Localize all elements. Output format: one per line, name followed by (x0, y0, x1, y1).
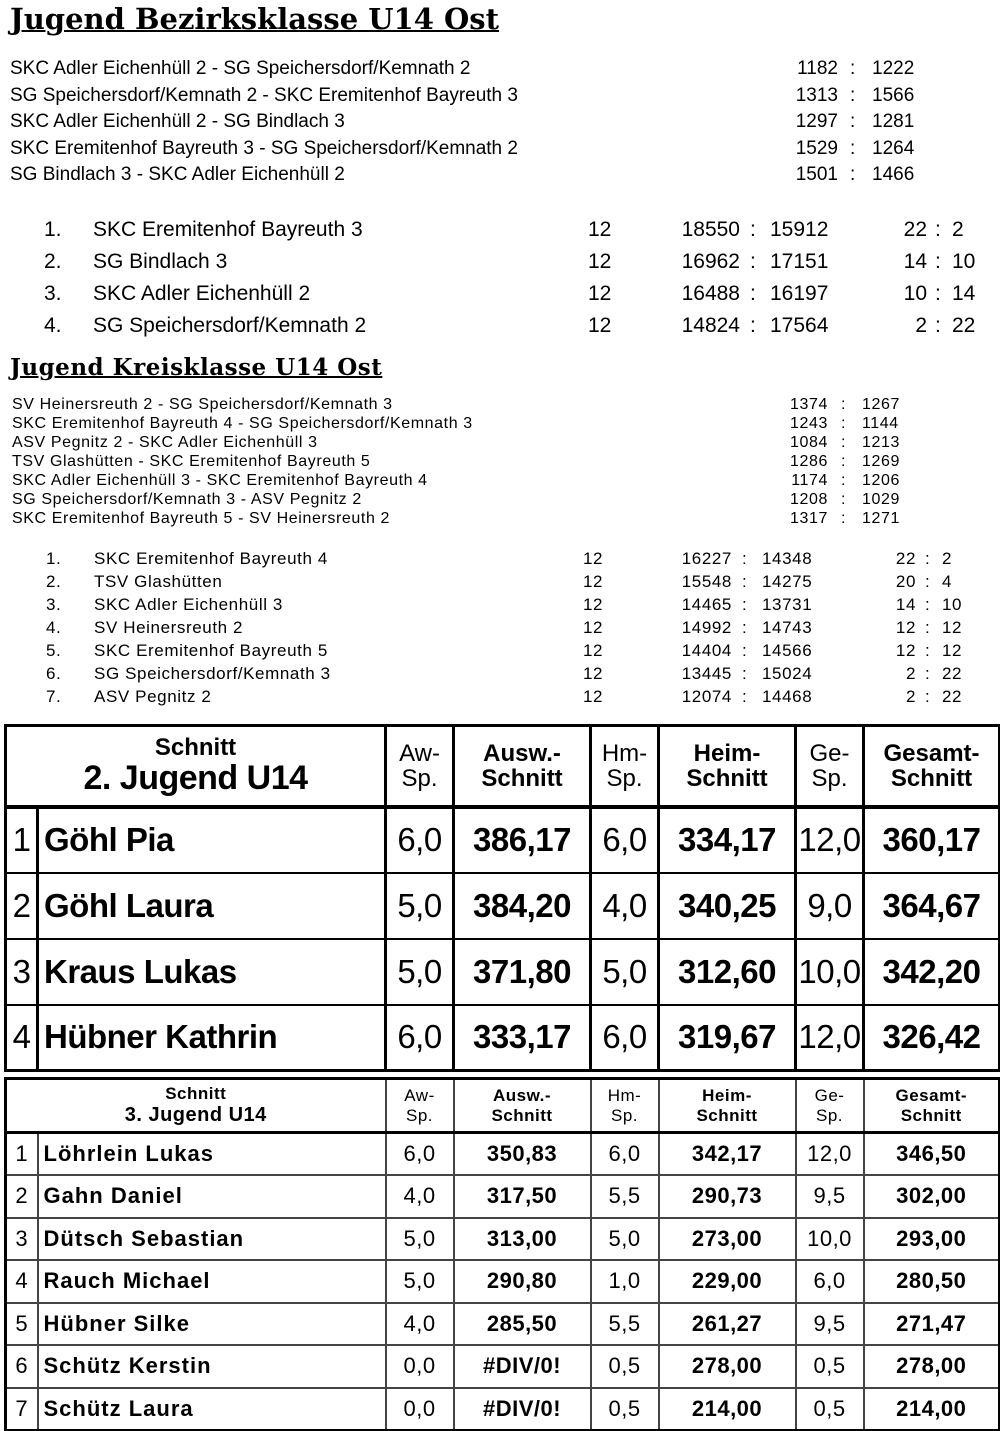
standings-rank: 3. (44, 282, 62, 305)
standings-games: 12 (583, 664, 604, 683)
standings-points-against: 2 (942, 549, 953, 568)
score-separator: : (935, 282, 941, 305)
table-row (6, 1260, 1000, 1303)
row-aw-sp: 6,0 (386, 807, 454, 873)
standings-pins-against: 14348 (762, 549, 813, 568)
result-away: 1269 (862, 453, 900, 470)
standings-team: SV Heinersreuth 2 (94, 618, 244, 637)
row-hm-sp: 6,0 (591, 1133, 659, 1176)
standings-points-against: 22 (942, 687, 963, 706)
standings-team: SG Speichersdorf/Kemnath 2 (93, 314, 367, 337)
standings-points-against: 2 (952, 218, 964, 241)
header-team-name: 2. Jugend U14 (83, 758, 308, 797)
standings-points-for: 14 (903, 250, 927, 273)
standings-points-for: 2 (905, 664, 916, 683)
row-gesamt-schnitt: 280,50 (864, 1260, 1000, 1303)
result-home: 1317 (790, 510, 828, 527)
score-separator: : (841, 510, 847, 527)
row-ausw-schnitt: 371,80 (454, 939, 591, 1005)
header-team-name: 3. Jugend U14 (124, 1103, 267, 1126)
result-match: SKC Eremitenhof Bayreuth 4 - SG Speichersdorf/Kemnath 3 (12, 415, 473, 432)
standings-pins-for: 16488 (681, 282, 740, 305)
row-gesamt-schnitt: 271,47 (864, 1303, 1000, 1346)
row-aw-sp: 4,0 (386, 1175, 454, 1218)
header-team (6, 1079, 386, 1133)
score-separator: : (850, 137, 856, 159)
standings-points-against: 14 (952, 282, 976, 305)
result-away: 1271 (862, 510, 900, 527)
row-aw-sp: 6,0 (386, 1133, 454, 1176)
result-match: SG Bindlach 3 - SKC Adler Eichenhüll 2 (10, 164, 345, 185)
score-separator: : (750, 250, 756, 273)
result-away: 1566 (872, 84, 915, 106)
row-ausw-schnitt: 313,00 (454, 1218, 591, 1261)
row-heim-schnitt: 273,00 (659, 1218, 796, 1261)
header-hm-sp-line2: Sp. (611, 1105, 639, 1125)
score-separator: : (742, 664, 748, 683)
table-row (6, 1133, 1000, 1176)
result-match: SKC Adler Eichenhüll 2 - SG Bindlach 3 (10, 111, 345, 132)
standings-pins-for: 13445 (681, 664, 732, 683)
header-ge-sp (796, 726, 864, 807)
standings-rank: 3. (46, 595, 62, 614)
header-hm-sp-line1: Hm- (607, 1085, 642, 1105)
standings-team: SKC Eremitenhof Bayreuth 3 (93, 218, 363, 241)
standings-points-against: 22 (942, 664, 963, 683)
header-gesamt-line1: Gesamt- (895, 1085, 968, 1105)
row-name: Hübner Kathrin (38, 1005, 386, 1071)
result-away: 1213 (862, 434, 900, 451)
row-rank: 1 (6, 807, 38, 873)
row-gesamt-schnitt: 302,00 (864, 1175, 1000, 1218)
standings-games: 12 (583, 618, 604, 637)
result-match: SKC Eremitenhof Bayreuth 5 - SV Heinersreuth 2 (12, 510, 390, 527)
row-heim-schnitt: 214,00 (659, 1388, 796, 1431)
result-match: TSV Glashütten - SKC Eremitenhof Bayreuth 5 (12, 453, 371, 470)
standings-pins-against: 14468 (762, 687, 813, 706)
row-heim-schnitt: 334,17 (659, 807, 796, 873)
result-away: 1466 (872, 164, 915, 185)
standings-games: 12 (588, 250, 612, 273)
row-ausw-schnitt: 350,83 (454, 1133, 591, 1176)
row-heim-schnitt: 261,27 (659, 1303, 796, 1346)
standings-pins-against: 15024 (762, 664, 813, 683)
row-heim-schnitt: 312,60 (659, 939, 796, 1005)
standings-pins-against: 14566 (762, 641, 813, 660)
header-ge-sp-line2: Sp. (811, 764, 848, 792)
row-heim-schnitt: 290,73 (659, 1175, 796, 1218)
standings-pins-for: 18550 (681, 218, 740, 241)
header-ausw-line1: Ausw.- (483, 739, 561, 767)
header-schnitt: Schnitt (165, 1084, 227, 1104)
row-aw-sp: 0,0 (386, 1345, 454, 1388)
row-ge-sp: 12,0 (796, 1133, 864, 1176)
row-ge-sp: 9,5 (796, 1303, 864, 1346)
standings-team: SKC Adler Eichenhüll 2 (93, 282, 311, 305)
row-ge-sp: 9,0 (796, 873, 864, 939)
standings-points-for: 12 (895, 618, 916, 637)
row-gesamt-schnitt: 278,00 (864, 1345, 1000, 1388)
standings-games: 12 (588, 218, 612, 241)
standings-points-for: 22 (903, 218, 927, 241)
standings-rank: 4. (44, 314, 62, 337)
row-rank: 2 (6, 1175, 38, 1218)
bezirk-title: Jugend Bezirksklasse U14 Ost (10, 2, 499, 36)
header-gesamt-line2: Schnitt (900, 1105, 962, 1125)
row-hm-sp: 6,0 (591, 1005, 659, 1071)
standings-rank: 2. (44, 250, 62, 273)
row-rank: 7 (6, 1388, 38, 1431)
standings-team: SG Bindlach 3 (93, 250, 228, 273)
row-gesamt-schnitt: 293,00 (864, 1218, 1000, 1261)
result-home: 1374 (790, 396, 828, 413)
score-separator: : (925, 641, 931, 660)
score-separator: : (850, 84, 856, 106)
score-separator: : (935, 218, 941, 241)
row-hm-sp: 6,0 (591, 807, 659, 873)
row-hm-sp: 5,0 (591, 1218, 659, 1261)
standings-pins-for: 14404 (681, 641, 732, 660)
table-row (6, 1388, 1000, 1431)
standings-pins-for: 15548 (681, 572, 732, 591)
score-separator: : (750, 314, 756, 337)
row-hm-sp: 0,5 (591, 1388, 659, 1431)
score-separator: : (841, 453, 847, 470)
result-away: 1281 (872, 111, 915, 132)
standings-pins-against: 14275 (762, 572, 813, 591)
header-hm-sp (591, 1079, 659, 1133)
result-match: SV Heinersreuth 2 - SG Speichersdorf/Kemnath 3 (12, 396, 393, 413)
score-separator: : (841, 396, 847, 413)
standings-pins-against: 14743 (762, 618, 813, 637)
standings-games: 12 (583, 641, 604, 660)
row-gesamt-schnitt: 360,17 (864, 807, 1000, 873)
result-home: 1313 (795, 84, 838, 106)
table-row (6, 939, 1000, 1005)
row-name: Göhl Laura (38, 873, 386, 939)
header-ge-sp-line1: Ge- (809, 739, 850, 767)
standings-team: SG Speichersdorf/Kemnath 3 (94, 664, 331, 683)
header-ausw-line2: Schnitt (481, 764, 563, 792)
score-separator: : (750, 282, 756, 305)
score-separator: : (742, 641, 748, 660)
header-gesamt-line1: Gesamt- (883, 739, 980, 767)
standings-games: 12 (583, 549, 604, 568)
row-heim-schnitt: 342,17 (659, 1133, 796, 1176)
header-gesamt-schnitt (864, 1079, 1000, 1133)
row-gesamt-schnitt: 342,20 (864, 939, 1000, 1005)
header-heim-line1: Heim- (693, 739, 761, 767)
table-row (6, 1175, 1000, 1218)
header-heim-line1: Heim- (702, 1085, 752, 1105)
standings-pins-for: 14824 (681, 314, 740, 337)
table-row (6, 1303, 1000, 1346)
score-separator: : (841, 434, 847, 451)
standings-points-for: 14 (895, 595, 916, 614)
score-separator: : (925, 595, 931, 614)
table-row (6, 873, 1000, 939)
result-home: 1501 (795, 164, 838, 185)
standings-rank: 6. (46, 664, 62, 683)
header-aw-sp-line1: Aw- (399, 739, 440, 767)
row-name: Schütz Laura (38, 1388, 386, 1431)
row-rank: 1 (6, 1133, 38, 1176)
row-name: Göhl Pia (38, 807, 386, 873)
header-gesamt-schnitt (864, 726, 1000, 807)
standings-pins-for: 16962 (681, 250, 740, 273)
score-separator: : (750, 218, 756, 241)
standings-points-for: 10 (903, 282, 927, 305)
table-row (6, 1005, 1000, 1071)
row-ge-sp: 12,0 (796, 807, 864, 873)
table-header-row (6, 1079, 1000, 1133)
standings-pins-for: 16227 (681, 549, 732, 568)
row-gesamt-schnitt: 326,42 (864, 1005, 1000, 1071)
table-header-row (6, 726, 1000, 807)
header-schnitt: Schnitt (154, 734, 237, 762)
score-separator: : (850, 58, 856, 79)
row-name: Hübner Silke (38, 1303, 386, 1346)
score-separator: : (742, 687, 748, 706)
score-separator: : (742, 572, 748, 591)
standings-team: TSV Glashütten (94, 572, 223, 591)
row-ge-sp: 10,0 (796, 939, 864, 1005)
standings-points-for: 2 (905, 687, 916, 706)
result-home: 1174 (791, 472, 828, 489)
score-separator: : (841, 415, 847, 432)
row-hm-sp: 5,0 (591, 939, 659, 1005)
standings-points-for: 22 (895, 549, 916, 568)
score-separator: : (742, 618, 748, 637)
result-away: 1029 (862, 491, 900, 508)
standings-team: SKC Adler Eichenhüll 3 (94, 595, 283, 614)
row-aw-sp: 6,0 (386, 1005, 454, 1071)
row-rank: 3 (6, 939, 38, 1005)
table-row (6, 1218, 1000, 1261)
score-separator: : (925, 687, 931, 706)
average-table-3-jugend (4, 1077, 1000, 1431)
result-home: 1208 (790, 491, 828, 508)
result-home: 1182 (797, 58, 838, 79)
row-ge-sp: 0,5 (796, 1345, 864, 1388)
standings-points-against: 10 (942, 595, 963, 614)
result-home: 1243 (790, 415, 828, 432)
result-match: SG Speichersdorf/Kemnath 2 - SKC Eremitenhof Bayreuth 3 (10, 84, 518, 106)
row-hm-sp: 1,0 (591, 1260, 659, 1303)
score-separator: : (841, 472, 847, 489)
row-heim-schnitt: 229,00 (659, 1260, 796, 1303)
standings-pins-against: 15912 (770, 218, 829, 241)
result-away: 1222 (872, 58, 915, 79)
row-gesamt-schnitt: 346,50 (864, 1133, 1000, 1176)
score-separator: : (935, 250, 941, 273)
score-separator: : (850, 111, 856, 132)
standings-games: 12 (583, 687, 604, 706)
row-gesamt-schnitt: 214,00 (864, 1388, 1000, 1431)
standings-points-for: 2 (915, 314, 927, 337)
row-rank: 2 (6, 873, 38, 939)
standings-rank: 1. (44, 218, 62, 241)
row-name: Kraus Lukas (38, 939, 386, 1005)
row-ausw-schnitt: 317,50 (454, 1175, 591, 1218)
score-separator: : (925, 664, 931, 683)
result-match: ASV Pegnitz 2 - SKC Adler Eichenhüll 3 (12, 434, 318, 451)
standings-points-for: 12 (895, 641, 916, 660)
row-hm-sp: 5,5 (591, 1303, 659, 1346)
row-ausw-schnitt: 285,50 (454, 1303, 591, 1346)
header-gesamt-line2: Schnitt (890, 764, 973, 792)
header-hm-sp (591, 726, 659, 807)
score-separator: : (850, 164, 856, 185)
row-ausw-schnitt: 333,17 (454, 1005, 591, 1071)
kreis-title: Jugend Kreisklasse U14 Ost (10, 354, 383, 381)
result-home: 1297 (795, 111, 838, 132)
standings-games: 12 (588, 314, 612, 337)
row-aw-sp: 0,0 (386, 1388, 454, 1431)
row-name: Dütsch Sebastian (38, 1218, 386, 1261)
row-ge-sp: 10,0 (796, 1218, 864, 1261)
row-name: Schütz Kerstin (38, 1345, 386, 1388)
header-ge-sp-line1: Ge- (814, 1085, 845, 1105)
standings-points-against: 4 (942, 572, 953, 591)
score-separator: : (935, 314, 941, 337)
result-match: SKC Eremitenhof Bayreuth 3 - SG Speichersdorf/Kemnath 2 (10, 137, 518, 159)
row-hm-sp: 4,0 (591, 873, 659, 939)
row-heim-schnitt: 319,67 (659, 1005, 796, 1071)
row-aw-sp: 5,0 (386, 939, 454, 1005)
score-separator: : (925, 572, 931, 591)
standings-rank: 4. (46, 618, 62, 637)
row-heim-schnitt: 340,25 (659, 873, 796, 939)
score-separator: : (925, 618, 931, 637)
row-gesamt-schnitt: 364,67 (864, 873, 1000, 939)
standings-rank: 1. (46, 549, 62, 568)
standings-team: ASV Pegnitz 2 (94, 687, 212, 706)
standings-games: 12 (583, 572, 604, 591)
header-hm-sp-line1: Hm- (601, 739, 648, 767)
header-ausw-schnitt (454, 726, 591, 807)
row-name: Löhrlein Lukas (38, 1133, 386, 1176)
result-away: 1264 (872, 137, 915, 159)
header-aw-sp-line2: Sp. (401, 764, 438, 792)
row-rank: 4 (6, 1260, 38, 1303)
row-hm-sp: 5,5 (591, 1175, 659, 1218)
standings-rank: 7. (46, 687, 62, 706)
standings-pins-for: 14465 (681, 595, 732, 614)
header-heim-schnitt (659, 726, 796, 807)
row-ausw-schnitt: 384,20 (454, 873, 591, 939)
table-row (6, 1345, 1000, 1388)
standings-team: SKC Eremitenhof Bayreuth 4 (94, 549, 328, 568)
standings-pins-against: 13731 (762, 595, 813, 614)
row-ge-sp: 0,5 (796, 1388, 864, 1431)
table-row (6, 807, 1000, 873)
row-ausw-schnitt: #DIV/0! (454, 1388, 591, 1431)
standings-points-against: 22 (952, 314, 976, 337)
row-hm-sp: 0,5 (591, 1345, 659, 1388)
result-home: 1286 (790, 453, 828, 470)
result-away: 1267 (862, 396, 900, 413)
row-ausw-schnitt: #DIV/0! (454, 1345, 591, 1388)
row-name: Rauch Michael (38, 1260, 386, 1303)
standings-pins-for: 12074 (681, 687, 732, 706)
header-ge-sp (796, 1079, 864, 1133)
header-aw-sp-line1: Aw- (404, 1085, 435, 1105)
row-name: Gahn Daniel (38, 1175, 386, 1218)
row-aw-sp: 5,0 (386, 1218, 454, 1261)
header-ausw-schnitt (454, 1079, 591, 1133)
header-aw-sp-line2: Sp. (406, 1105, 434, 1125)
standings-games: 12 (588, 282, 612, 305)
header-ausw-line1: Ausw.- (492, 1085, 552, 1105)
header-ausw-line2: Schnitt (491, 1105, 553, 1125)
row-ausw-schnitt: 290,80 (454, 1260, 591, 1303)
standings-points-against: 12 (942, 641, 963, 660)
standings-pins-against: 16197 (770, 282, 829, 305)
standings-team: SKC Eremitenhof Bayreuth 5 (94, 641, 328, 660)
standings-rank: 5. (46, 641, 62, 660)
row-aw-sp: 4,0 (386, 1303, 454, 1346)
result-match: SKC Adler Eichenhüll 2 - SG Speichersdorf/Kemnath 2 (10, 58, 471, 79)
row-rank: 3 (6, 1218, 38, 1261)
standings-pins-against: 17564 (770, 314, 829, 337)
standings-pins-for: 14992 (681, 618, 732, 637)
header-heim-schnitt (659, 1079, 796, 1133)
result-match: SKC Adler Eichenhüll 3 - SKC Eremitenhof Bayreuth 4 (12, 472, 428, 489)
result-home: 1529 (795, 137, 838, 159)
result-away: 1144 (862, 415, 899, 432)
standings-points-against: 12 (942, 618, 963, 637)
row-aw-sp: 5,0 (386, 1260, 454, 1303)
standings-points-against: 10 (952, 250, 976, 273)
result-home: 1084 (790, 434, 828, 451)
score-separator: : (841, 491, 847, 508)
row-ausw-schnitt: 386,17 (454, 807, 591, 873)
row-rank: 4 (6, 1005, 38, 1071)
header-hm-sp-line2: Sp. (606, 764, 643, 792)
header-aw-sp (386, 1079, 454, 1133)
row-aw-sp: 5,0 (386, 873, 454, 939)
average-table-2-jugend (4, 724, 1000, 1072)
row-rank: 5 (6, 1303, 38, 1346)
row-rank: 6 (6, 1345, 38, 1388)
header-team (6, 726, 386, 807)
standings-games: 12 (583, 595, 604, 614)
header-ge-sp-line2: Sp. (816, 1105, 844, 1125)
result-match: SG Speichersdorf/Kemnath 3 - ASV Pegnitz 2 (12, 491, 362, 508)
row-ge-sp: 9,5 (796, 1175, 864, 1218)
score-separator: : (742, 595, 748, 614)
standings-rank: 2. (46, 572, 62, 591)
standings-pins-against: 17151 (770, 250, 829, 273)
row-heim-schnitt: 278,00 (659, 1345, 796, 1388)
score-separator: : (925, 549, 931, 568)
row-ge-sp: 12,0 (796, 1005, 864, 1071)
standings-points-for: 20 (895, 572, 916, 591)
result-away: 1206 (862, 472, 900, 489)
header-aw-sp (386, 726, 454, 807)
header-heim-line2: Schnitt (696, 1105, 758, 1125)
row-ge-sp: 6,0 (796, 1260, 864, 1303)
header-heim-line2: Schnitt (686, 764, 768, 792)
score-separator: : (742, 549, 748, 568)
